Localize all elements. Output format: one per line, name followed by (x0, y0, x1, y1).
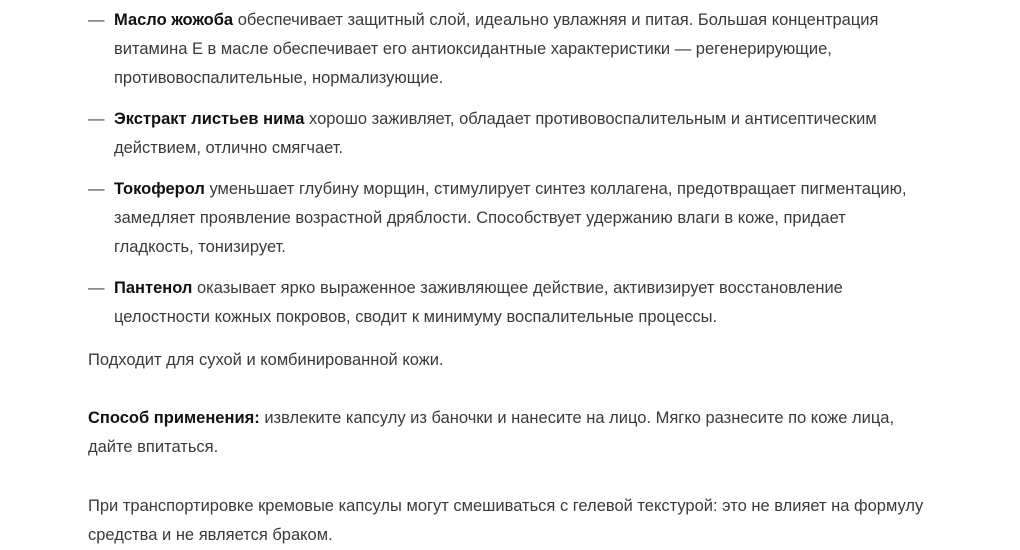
list-item-text (114, 274, 928, 332)
ingredient-description: уменьшает глубину морщин, стимулирует синтез коллагена, предотвращает пигментацию, замедляет проявление возрастной дряблости. Способствует удержанию влаги в коже, придает гладкость, тонизирует. (114, 180, 907, 256)
list-item (88, 6, 928, 93)
dash-marker: — (88, 180, 105, 198)
skin-type-paragraph: Подходит для сухой и комбинированной кожи. (88, 351, 444, 369)
dash-marker: — (88, 11, 105, 29)
usage-paragraph (88, 404, 928, 462)
list-item-text (114, 105, 928, 163)
list-item (88, 175, 928, 262)
dash-marker: — (88, 110, 105, 128)
dash-marker: — (88, 279, 105, 297)
ingredient-name: Экстракт листьев нима (114, 110, 305, 128)
ingredient-description: хорошо заживляет, обладает противовоспалительным и антисептическим действием, отлично смягчает. (114, 110, 877, 157)
ingredient-name: Пантенол (114, 279, 193, 297)
ingredient-description: оказывает ярко выраженное заживляющее действие, активизирует восстановление целостности кожных покровов, сводит к минимуму воспалительные процессы. (114, 279, 843, 326)
transport-note-paragraph: При транспортировке кремовые капсулы могут смешиваться с гелевой текстурой: это не влияет на формулу средства и не является браком. (88, 497, 924, 544)
ingredient-name: Масло жожоба (114, 11, 234, 29)
usage-label: Способ применения: (88, 409, 260, 427)
list-item (88, 105, 928, 163)
list-item-text (114, 6, 928, 93)
ingredient-description: обеспечивает защитный слой, идеально увлажняя и питая. Большая концентрация витамина Е в масле обеспечивает его антиоксидантные характеристики — регенерирующие, противовоспалительные, нормализующие. (114, 11, 879, 87)
ingredient-name: Токоферол (114, 180, 205, 198)
list-item (88, 274, 928, 332)
usage-text: извлеките капсулу из баночки и нанесите на лицо. Мягко разнесите по коже лица, дайте впитаться. (88, 409, 895, 456)
list-item-text (114, 175, 928, 262)
